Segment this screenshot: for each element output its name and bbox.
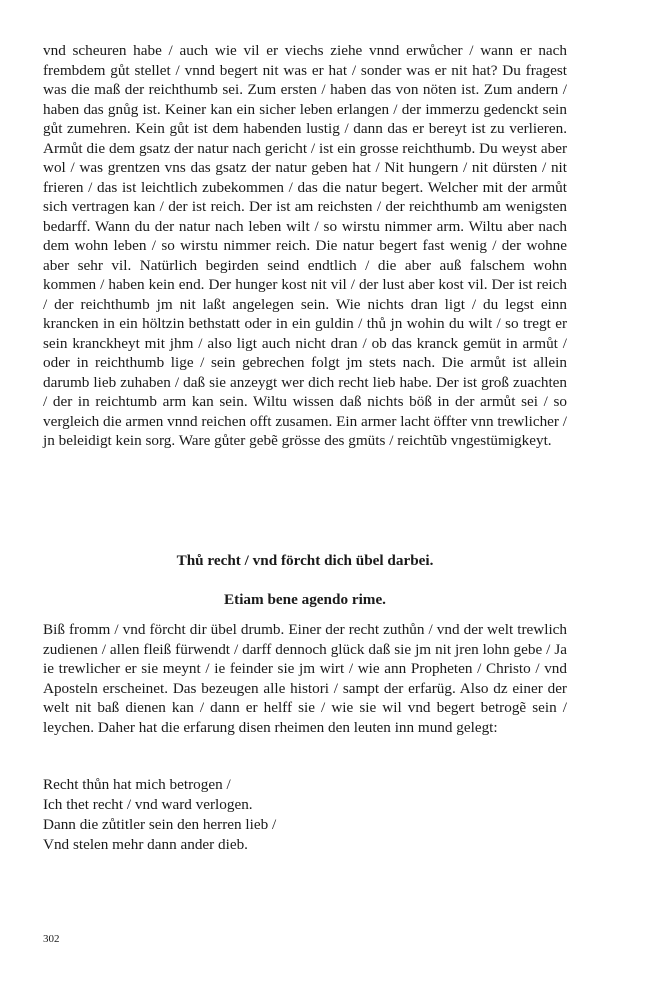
page-number: 302 [43, 933, 60, 945]
verse-line: Vnd stelen mehr dann ander dieb. [43, 836, 248, 853]
verse-block [43, 775, 276, 855]
verse-line: Dann die zůtitler sein den herren lieb / [43, 816, 277, 833]
body-paragraph-1: vnd scheuren habe / auch wie vil er viechs ziehe vnnd erwůcher / wann er nach frembdem gůt stellet / vnnd begert nit was er hat / sonder was er nit hat? Du fragest was die maß der reichthumb sei. Zum ersten / haben das von nöten ist. Zum andern / haben das gnůg ist. Keiner kan ein sicher leben erlangen / der immerzu gedenckt sein gůt zumehren. Kein gůt ist dem habenden lustig / dann das er bereyt ist zu verlieren. Armůt die dem gsatz der natur nach gericht / ist ein grosse reichthumb. Du weyst aber wol / was grentzen vns das gsatz der natur geben hat / Nit hungern / nit dürsten / nit frieren / das ist leichtlich zubekommen / das die natur begert. Welcher mit der armůt sich vertragen kan / der ist reich. Der ist am reichsten / der reichthumb am wenigsten bedarff. Wann du der natur nach leben wilt / so wirstu nimmer arm. Wiltu aber nach dem wohn leben / so wirstu nimmer reich. Die natur begert fast wenig / der wohne aber sehr vil. Natürlich begirden seind endtlich / die aber auß falschem wohn kommen / haben kein end. Der hunger kost nit vil / der lust aber kost vil. Der ist reich / der reichthumb jm nit laßt angelegen sein. Wie nichts dran ligt / du legst einn krancken in ein höltzin bethstatt oder in ein guldin / thů jn wohin du wilt / so tregt er sein kranckheyt mit jhm / also ligt auch nicht dran / ob das kranck gemüt in armůt / oder in reichthumb lige / sein gebrechen folgt jm stets nach. Die armůt ist allein darumb lieb zuhaben / daß sie anzeygt wer dich recht lieb habe. Der ist groß zuachten / der in reichtumb arm kan sein. Wiltu wissen daß nichts böß in der armůt sei / so vergleich die armen vnnd reichen offt zusamen. Ein armer lacht öffter vnn trewlicher / jn beleidigt kein sorg. Ware gůter gebẽ grösse des gmüts / reichtũb vngestümigkeyt. [43, 42, 567, 449]
verse-line: Recht thůn hat mich betrogen / [43, 776, 231, 793]
verse-line: Ich thet recht / vnd ward verlogen. [43, 796, 253, 813]
body-paragraph-2: Biß fromm / vnd förcht dir übel drumb. Einer der recht zuthůn / vnd der welt trewlich zudienen / allen fleiß fürwendt / darff dennoch glück daß sie jm nit jren lohn gebe / Ja ie trewlicher er sie meynt / ie feinder sie jm wirt / wie ann Propheten / Christo / vnd Aposteln erscheinet. Das bezeugen alle histori / sampt der erfarüg. Also dz einer der welt nit baß dienen kan / dann er helff sie / wie sie wil vnd begert betrogẽ sein / leychen. Daher hat die erfarung disen rheimen den leuten inn mund gelegt: [43, 621, 567, 736]
section-heading-german: Thů recht / vnd förcht dich übel darbei. [176, 552, 434, 569]
section-heading-latin: Etiam bene agendo rime. [224, 591, 386, 608]
